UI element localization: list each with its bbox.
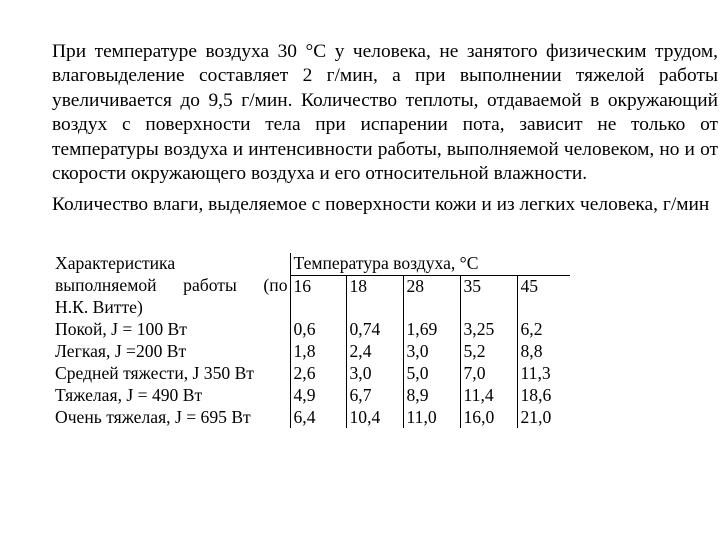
table-cell: 8,9	[403, 385, 460, 407]
table-caption: Количество влаги, выделяемое с поверхности кожи и из легких человека, г/мин	[52, 194, 710, 215]
row-label: Очень тяжелая, J = 695 Вт	[55, 406, 251, 427]
row-label: Легкая, J =200 Вт	[55, 340, 187, 361]
temperature-header: Температура воздуха, °С	[290, 253, 570, 275]
table-cell: 11,0	[403, 407, 460, 429]
characteristic-header	[52, 253, 290, 275]
table-cell: 3,0	[403, 341, 460, 363]
table-cell: 0,6	[290, 319, 346, 341]
table-cell: 5,0	[403, 363, 460, 385]
table-cell: 6,7	[346, 385, 403, 407]
table-cell: 7,0	[460, 363, 517, 385]
table-cell: 2,6	[290, 363, 346, 385]
moisture-table	[52, 253, 570, 428]
intro-paragraph: При температуре воздуха 30 °С у человека, не занятого физическим трудом, влаговыделение составляет 2 г/мин, а при выполнении тяжелой работы увеличивается до 9,5 г/мин. Количество теплоты, отдаваемой в окружающий воздух с поверхности тела при испарении пота, зависит не только от температуры воздуха и интенсивности работы, выполняемой человеком, но и от скорости окружающего воздуха и его относительной влажности.	[52, 41, 718, 185]
characteristic-header-word: (по	[263, 275, 288, 296]
table-cell: 2,4	[346, 341, 403, 363]
characteristic-header-line3: Н.К. Витте)	[55, 297, 143, 318]
characteristic-header-line1: Характеристика	[55, 253, 176, 273]
table-cell: 10,4	[346, 407, 403, 429]
table-row	[52, 319, 570, 341]
characteristic-header-cont	[52, 275, 290, 319]
table-cell: 3,25	[460, 319, 517, 341]
table-cell: 4,9	[290, 385, 346, 407]
temperature-value: 16	[290, 275, 346, 319]
temperature-value: 18	[346, 275, 403, 319]
table-cell: 5,2	[460, 341, 517, 363]
table-row	[52, 407, 570, 429]
characteristic-header-line2	[55, 275, 288, 297]
row-label: Тяжелая, J = 490 Вт	[55, 384, 203, 405]
row-label: Средней тяжести, J 350 Вт	[55, 362, 254, 383]
table-cell: 8,8	[517, 341, 570, 363]
table-cell: 0,74	[346, 319, 403, 341]
table-cell: 16,0	[460, 407, 517, 429]
table-cell: 1,8	[290, 341, 346, 363]
table-row	[52, 363, 570, 385]
table-cell: 21,0	[517, 407, 570, 429]
table-row	[52, 385, 570, 407]
characteristic-header-word: выполняемой	[55, 275, 157, 296]
temperature-value: 35	[460, 275, 517, 319]
table-cell: 18,6	[517, 385, 570, 407]
characteristic-header-word: работы	[183, 275, 237, 296]
table-cell: 3,0	[346, 363, 403, 385]
temperature-value: 28	[403, 275, 460, 319]
table-cell: 1,69	[403, 319, 460, 341]
table-cell: 6,2	[517, 319, 570, 341]
temperature-value: 45	[517, 275, 570, 319]
table-cell: 11,3	[517, 363, 570, 385]
table-cell: 11,4	[460, 385, 517, 407]
table-row	[52, 341, 570, 363]
table-cell: 6,4	[290, 407, 346, 429]
row-label: Покой, J = 100 Вт	[55, 318, 187, 339]
